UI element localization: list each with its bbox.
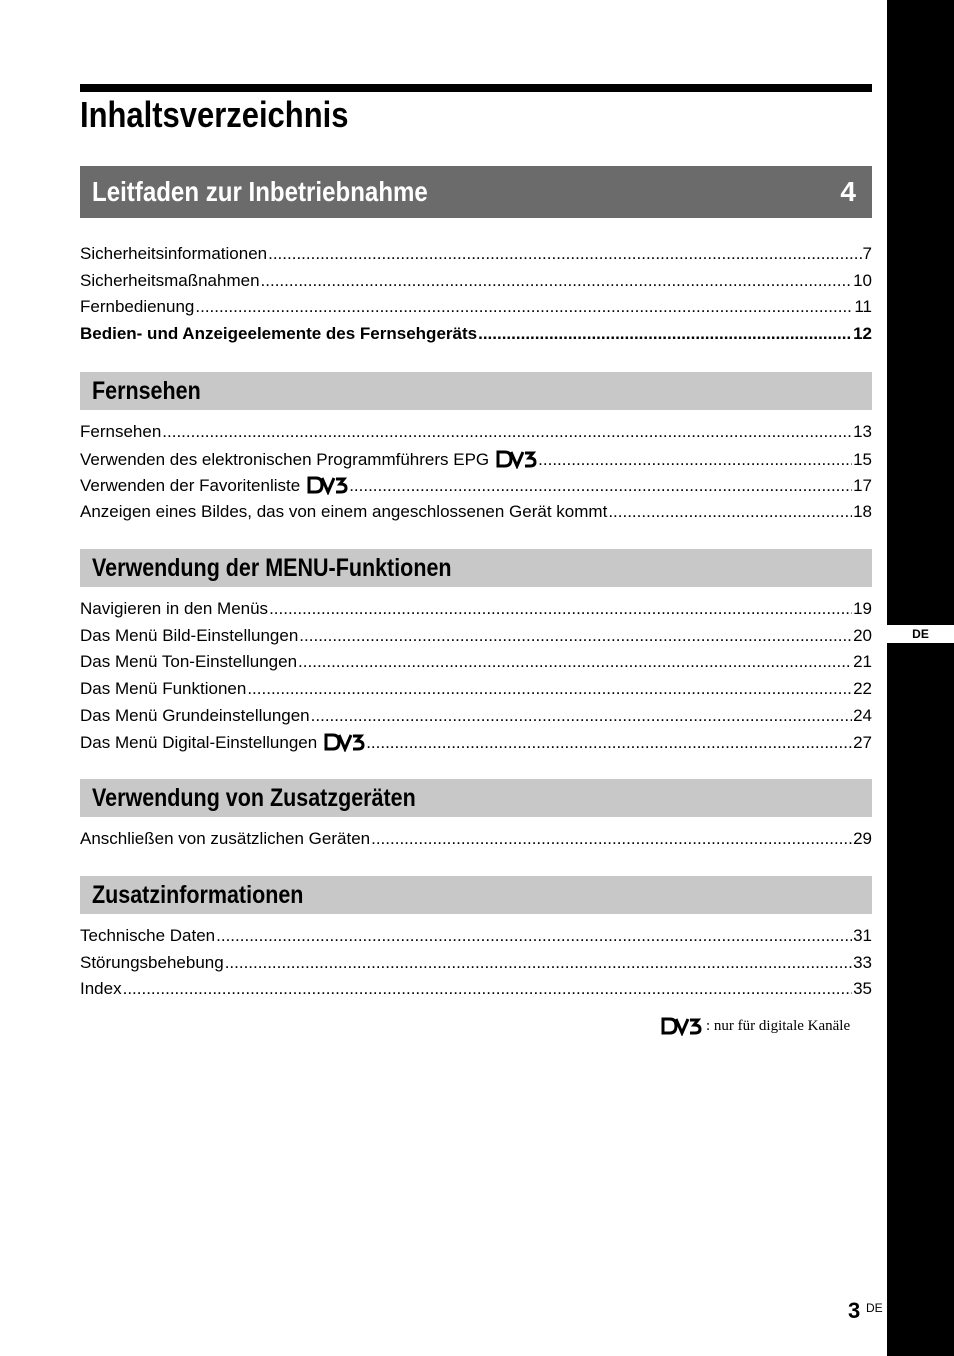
toc-entry-label: Störungsbehebung (80, 952, 224, 972)
section-title: Verwendung von Zusatzgeräten (92, 784, 416, 812)
leader-dots (162, 422, 852, 442)
black-side-bar (887, 0, 954, 1356)
toc-entry-label: Navigieren in den Menüs (80, 599, 269, 618)
toc-list (80, 926, 872, 1006)
section-fernsehen (80, 372, 872, 529)
leader-dots (216, 926, 852, 946)
toc-entry-label: Sicherheitsmaßnahmen (80, 270, 260, 290)
toc-list (80, 244, 872, 351)
leader-dots (123, 979, 852, 999)
leader-dots (261, 271, 853, 291)
toc-entry-text: Das Menü Digital-Einstellungen (80, 733, 318, 753)
toc-entry[interactable] (80, 502, 872, 529)
toc-entry[interactable] (80, 829, 872, 856)
toc-entry-label (80, 475, 348, 496)
toc-entry-label: Bedien- und Anzeigeelemente des Fernsehgeräts (80, 324, 478, 344)
toc-entry-label: Index (80, 979, 122, 999)
leader-dots (268, 244, 861, 264)
toc-entry[interactable] (80, 271, 872, 298)
toc-entry-label (80, 732, 365, 753)
section-heading (80, 549, 872, 587)
toc-entry-page: 21 (853, 652, 872, 672)
dvb-logo-icon (660, 1016, 702, 1036)
toc-entry[interactable] (80, 706, 872, 733)
toc-entry-label: Das Menü Grundeinstellungen (80, 705, 310, 725)
section-zusatzgeraete (80, 779, 872, 856)
toc-entry-text: Verwenden des elektronischen Programmführers EPG (80, 449, 490, 469)
leader-dots (195, 297, 853, 317)
section-zusatzinformationen (80, 876, 872, 1006)
page-number-suffix: DE (866, 1301, 883, 1315)
leader-dots (349, 476, 852, 496)
section-heading (80, 876, 872, 914)
toc-entry-label: Das Menü Ton-Einstellungen (80, 652, 298, 672)
toc-entry[interactable] (80, 732, 872, 759)
toc-entry[interactable] (80, 926, 872, 953)
toc-entry[interactable] (80, 324, 872, 351)
section-menu-funktionen (80, 549, 872, 759)
page-title: Inhaltsverzeichnis (80, 94, 349, 135)
toc-entry-label: Das Menü Funktionen (80, 679, 247, 699)
toc-entry-page: 20 (853, 625, 872, 645)
leader-dots (478, 324, 852, 344)
dvb-legend (660, 1016, 850, 1036)
toc-entry-page: 7 (862, 244, 872, 263)
toc-entry-page: 13 (853, 422, 872, 441)
toc-entry-page: 27 (853, 733, 872, 753)
toc-entry[interactable] (80, 297, 872, 324)
toc-entry[interactable] (80, 979, 872, 1006)
toc-entry-page: 33 (853, 952, 872, 972)
leader-dots (247, 679, 852, 699)
section-heading (80, 779, 872, 817)
dvb-legend-text: : nur für digitale Kanäle (706, 1017, 851, 1034)
toc-entry[interactable] (80, 626, 872, 653)
section-heading (80, 166, 872, 218)
toc-entry-page: 17 (853, 476, 872, 496)
toc-entry[interactable] (80, 652, 872, 679)
toc-entry-label: Anzeigen eines Bildes, das von einem angeschlossenen Gerät kommt (80, 502, 608, 522)
section-heading (80, 372, 872, 410)
dvb-logo-icon (306, 475, 348, 495)
toc-entry-label: Sicherheitsinformationen (80, 244, 268, 263)
toc-entry-label: Fernsehen (80, 422, 162, 441)
leader-dots (225, 953, 852, 973)
section-title: Leitfaden zur Inbetriebnahme (92, 176, 428, 207)
toc-entry-page: 12 (853, 324, 872, 344)
toc-entry-page: 35 (853, 979, 872, 999)
toc-entry[interactable] (80, 244, 872, 271)
toc-entry-page: 18 (853, 502, 872, 522)
page-number: 3 (848, 1298, 861, 1323)
leader-dots (608, 502, 852, 522)
section-title: Fernsehen (92, 377, 201, 405)
section-page-number: 4 (840, 176, 856, 207)
toc-entry[interactable] (80, 599, 872, 626)
toc-entry-page: 19 (853, 599, 872, 618)
toc-entry-page: 29 (853, 829, 872, 848)
toc-list (80, 599, 872, 759)
toc-entry-page: 22 (853, 679, 872, 699)
toc-entry-label (80, 449, 537, 470)
toc-entry-label: Anschließen von zusätzlichen Geräten (80, 829, 371, 848)
toc-entry-label: Fernbedienung (80, 297, 195, 317)
leader-dots (299, 626, 852, 646)
section-title: Zusatzinformationen (92, 881, 304, 909)
section-leitfaden (80, 166, 872, 351)
dvb-logo-icon (495, 449, 537, 469)
toc-entry[interactable] (80, 953, 872, 980)
dvb-logo-icon (323, 732, 365, 752)
leader-dots (366, 733, 852, 753)
toc-entry-page: 11 (854, 297, 872, 317)
toc-entry-label: Technische Daten (80, 926, 216, 945)
leader-dots (371, 829, 852, 849)
toc-entry[interactable] (80, 475, 872, 502)
toc-entry[interactable] (80, 679, 872, 706)
toc-entry-page: 24 (853, 705, 872, 725)
toc-entry-text: Verwenden der Favoritenliste (80, 476, 301, 496)
title-rule (80, 84, 872, 92)
language-tab: DE (887, 625, 954, 643)
toc-entry-label: Das Menü Bild-Einstellungen (80, 625, 299, 645)
leader-dots (311, 706, 852, 726)
toc-entry[interactable] (80, 449, 872, 476)
toc-list (80, 422, 872, 529)
toc-entry-page: 15 (853, 449, 872, 469)
toc-list (80, 829, 872, 856)
toc-entry[interactable] (80, 422, 872, 449)
toc-entry-page: 31 (853, 926, 872, 945)
section-title: Verwendung der MENU-Funktionen (92, 554, 452, 582)
leader-dots (269, 599, 852, 619)
toc-entry-page: 10 (853, 270, 872, 290)
leader-dots (538, 450, 852, 470)
leader-dots (298, 652, 852, 672)
